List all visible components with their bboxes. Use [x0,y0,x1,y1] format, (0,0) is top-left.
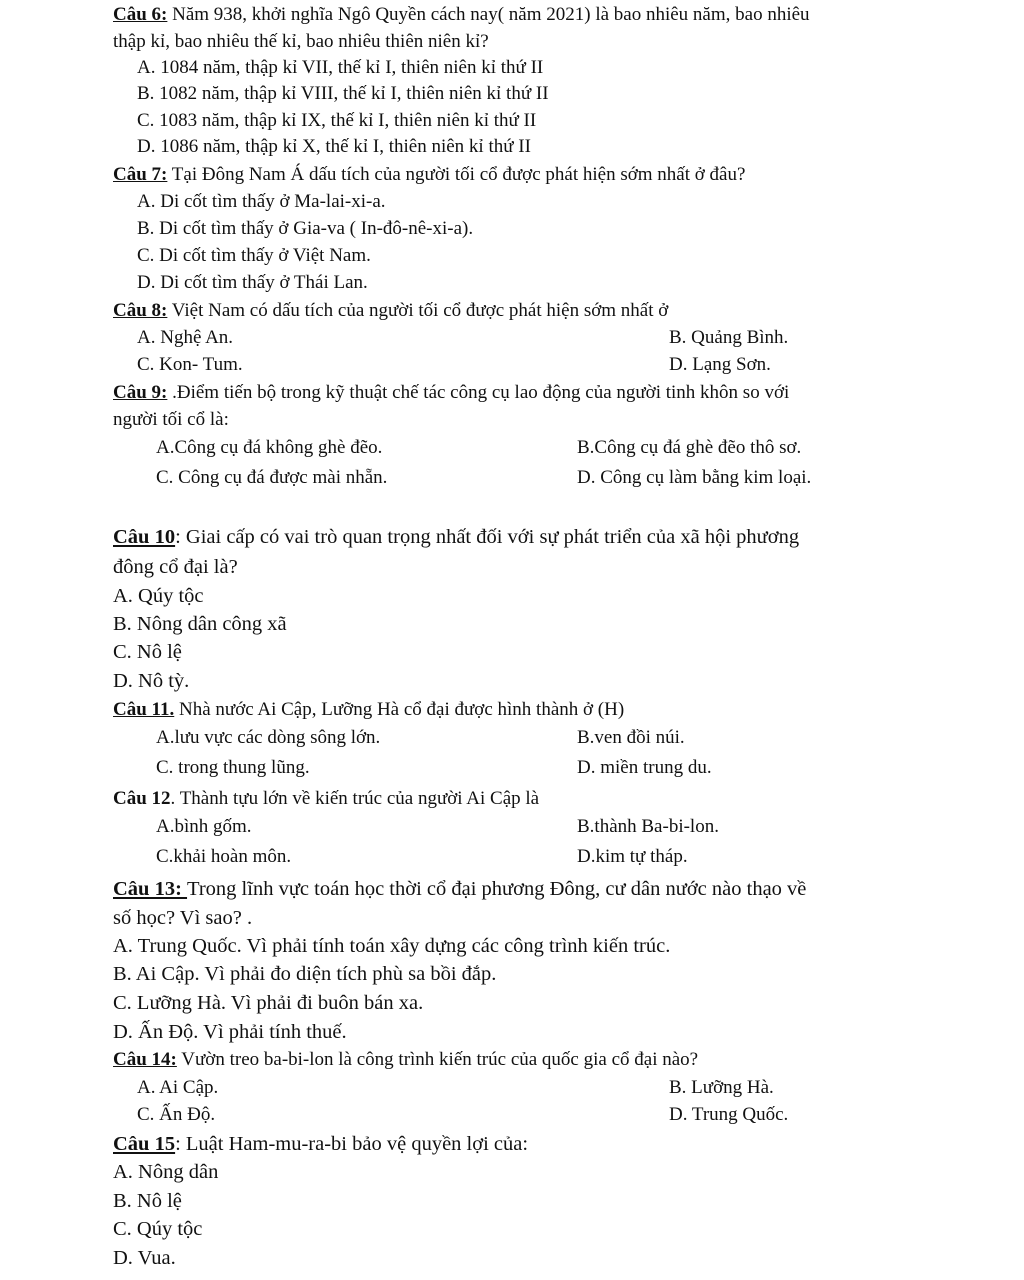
question-9 [113,381,789,405]
question-8 [113,299,668,323]
question-9-text: .Điểm tiến bộ trong kỹ thuật chế tác công cụ lao động của người tinh khôn so với [167,382,790,403]
question-11-label: Câu 11. [113,699,175,720]
question-8-option-c: C. Kon- Tum. [137,354,243,375]
question-10-option-b: B. Nông dân công xã [113,613,287,635]
question-7-label: Câu 7: [113,164,168,185]
question-14-text: Vườn treo ba-bi-lon là công trình kiến trúc của quốc gia cổ đại nào? [176,1049,699,1070]
question-15-option-a: A. Nông dân [113,1161,219,1183]
question-6-option-c: C. 1083 năm, thập kỉ IX, thế kỉ I, thiên niên kỉ thứ II [137,110,537,131]
question-6 [113,3,810,27]
question-9-option-b: B.Công cụ đá ghè đẽo thô sơ. [577,437,802,458]
question-13-option-b: B. Ai Cập. Vì phải đo diện tích phù sa bồi đắp. [113,963,497,985]
question-6-option-d: D. 1086 năm, thập kỉ X, thế kỉ I, thiên niên kỉ thứ II [137,136,531,157]
question-14-option-c: C. Ấn Độ. [137,1104,216,1125]
question-7-text: Tại Đông Nam Á dấu tích của người tối cổ được phát hiện sớm nhất ở đâu? [167,164,746,185]
question-7-option-d: D. Di cốt tìm thấy ở Thái Lan. [137,272,368,293]
question-10-option-d: D. Nô tỳ. [113,670,190,692]
question-6-text: Năm 938, khởi nghĩa Ngô Quyền cách nay( năm 2021) là bao nhiêu năm, bao nhiêu [167,4,810,25]
question-13-option-d: D. Ấn Độ. Vì phải tính thuế. [113,1021,347,1043]
question-9-text-cont: người tối cổ là: [113,409,229,430]
question-11-option-a: A.lưu vực các dòng sông lớn. [156,727,381,748]
question-9-option-c: C. Công cụ đá được mài nhẵn. [156,467,388,488]
question-12-option-b: B.thành Ba-bi-lon. [577,816,719,837]
question-8-option-d: D. Lạng Sơn. [669,354,771,375]
question-13-option-c: C. Lưỡng Hà. Vì phải đi buôn bán xa. [113,992,424,1014]
question-7-option-c: C. Di cốt tìm thấy ở Việt Nam. [137,245,371,266]
question-12-text: . Thành tựu lớn về kiến trúc của người Ai Cập là [170,788,540,809]
question-14-label: Câu 14: [113,1049,177,1070]
question-15-option-c: C. Qúy tộc [113,1218,203,1240]
question-15-option-d: D. Vua. [113,1247,176,1269]
question-11-option-c: C. trong thung lũng. [156,757,310,778]
question-13-text: Trong lĩnh vực toán học thời cổ đại phương Đông, cư dân nước nào thạo về [187,878,807,900]
question-8-option-a: A. Nghệ An. [137,327,234,348]
question-13-text-cont: số học? Vì sao? . [113,907,253,929]
question-12-option-a: A.bình gốm. [156,816,252,837]
question-12-label: Câu 12 [113,788,171,809]
question-15-option-b: B. Nô lệ [113,1190,182,1212]
question-10-option-a: A. Qúy tộc [113,585,204,607]
question-8-label: Câu 8: [113,300,168,321]
question-6-label: Câu 6: [113,4,168,25]
question-7 [113,163,745,187]
question-8-text: Việt Nam có dấu tích của người tối cổ được phát hiện sớm nhất ở [167,300,669,321]
question-6-text-cont: thập kỉ, bao nhiêu thế kỉ, bao nhiêu thiên niên kỉ? [113,31,489,52]
question-12 [113,787,539,811]
question-7-option-a: A. Di cốt tìm thấy ở Ma-lai-xi-a. [137,191,386,212]
question-10 [113,525,799,549]
question-11-text: Nhà nước Ai Cập, Lưỡng Hà cổ đại được hình thành ở (H) [174,699,625,720]
question-8-option-b: B. Quảng Bình. [669,327,789,348]
question-13-option-a: A. Trung Quốc. Vì phải tính toán xây dựng các công trình kiến trúc. [113,935,671,957]
question-13 [113,877,806,901]
question-9-label: Câu 9: [113,382,168,403]
question-7-option-b: B. Di cốt tìm thấy ở Gia-va ( In-đô-nê-xi-a). [137,218,474,239]
question-14-option-b: B. Lưỡng Hà. [669,1077,774,1098]
question-15-text: : Luật Ham-mu-ra-bi bảo vệ quyền lợi của: [175,1133,529,1155]
question-10-text-cont: đông cổ đại là? [113,556,238,578]
question-15 [113,1132,528,1156]
question-14 [113,1048,698,1072]
question-13-label: Câu 13: [113,878,188,900]
question-10-label: Câu 10 [113,526,176,548]
question-9-option-a: A.Công cụ đá không ghè đẽo. [156,437,383,458]
question-12-option-c: C.khải hoàn môn. [156,846,292,867]
question-11-option-d: D. miền trung du. [577,757,712,778]
question-14-option-a: A. Ai Cập. [137,1077,219,1098]
question-15-label: Câu 15 [113,1133,176,1155]
question-9-option-d: D. Công cụ làm bằng kim loại. [577,467,812,488]
question-11-option-b: B.ven đồi núi. [577,727,685,748]
question-11 [113,698,624,722]
question-10-text: : Giai cấp có vai trò quan trọng nhất đối với sự phát triển của xã hội phương [175,526,800,548]
question-6-option-a: A. 1084 năm, thập kỉ VII, thế kỉ I, thiên niên kỉ thứ II [137,57,544,78]
question-6-option-b: B. 1082 năm, thập kỉ VIII, thế kỉ I, thiên niên kỉ thứ II [137,83,549,104]
question-14-option-d: D. Trung Quốc. [669,1104,789,1125]
question-10-option-c: C. Nô lệ [113,641,182,663]
question-12-option-d: D.kim tự tháp. [577,846,688,867]
